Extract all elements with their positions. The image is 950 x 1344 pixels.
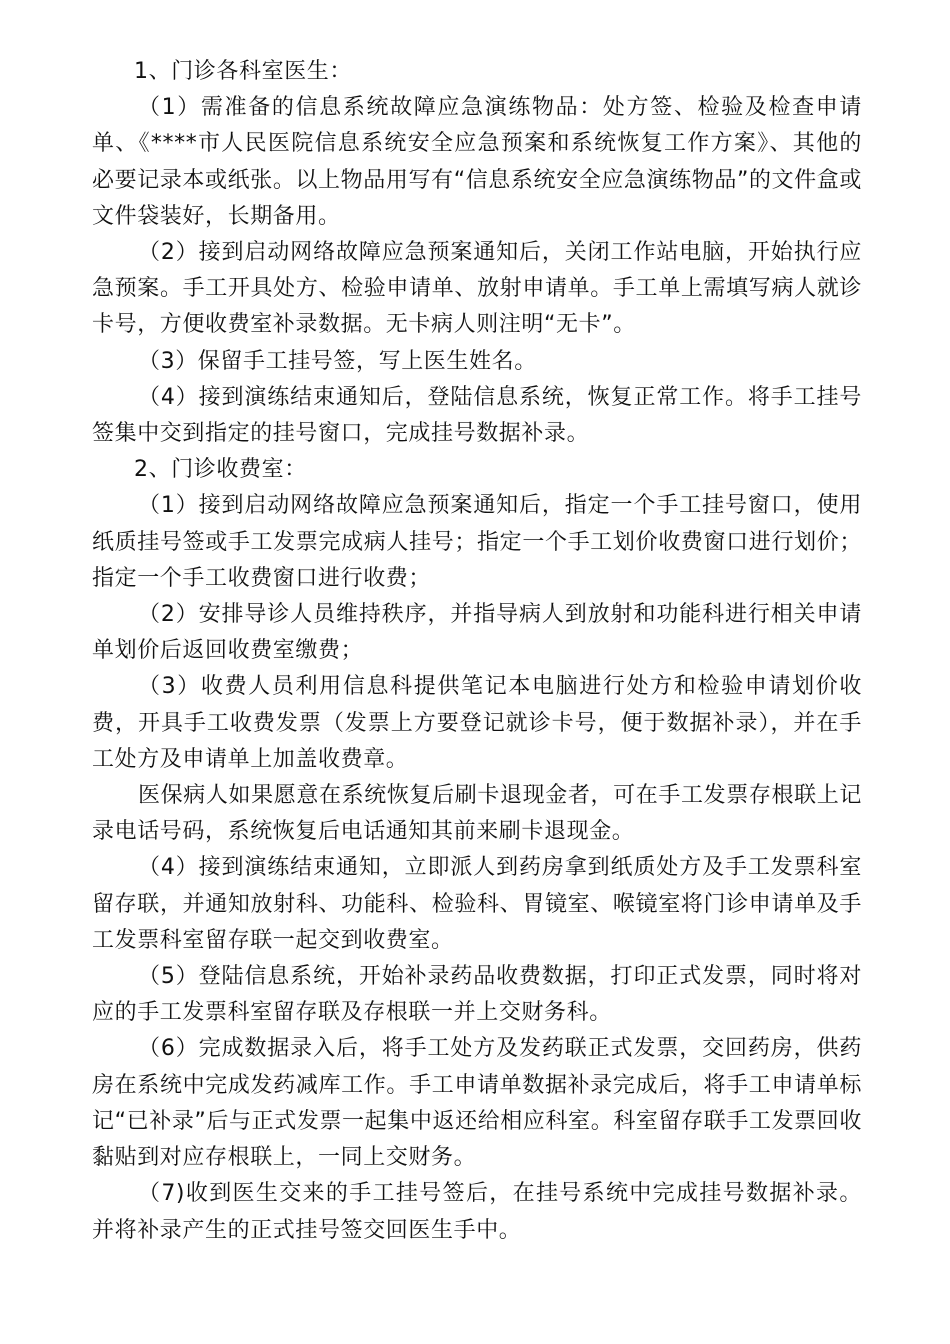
- paragraph: （6）完成数据录入后，将手工处方及发药联正式发票，交回药房，供药房在系统中完成发药减库工作。手工申请单数据补录完成后，将手工申请单标记“已补录”后与正式发票一起集中返还给相应科室。科室留存联手工发票回收黏贴到对应存根联上，一同上交财务。: [92, 1036, 862, 1171]
- section-heading-outpatient-billing: 2、门诊收费室：: [134, 457, 307, 483]
- document-body: [92, 54, 862, 1249]
- paragraph: （3）收费人员利用信息科提供笔记本电脑进行处方和检验申请划价收费，开具手工收费发票（发票上方要登记就诊卡号，便于数据补录），并在手工处方及申请单上加盖收费章。: [92, 674, 862, 772]
- paragraph: （7)收到医生交来的手工挂号签后，在挂号系统中完成挂号数据补录。并将补录产生的正式挂号签交回医生手中。: [92, 1181, 862, 1243]
- paragraph: （4）接到演练结束通知，立即派人到药房拿到纸质处方及手工发票科室留存联，并通知放射科、功能科、检验科、胃镜室、喉镜室将门诊申请单及手工发票科室留存联一起交到收费室。: [92, 855, 862, 953]
- paragraph: （1）接到启动网络故障应急预案通知后，指定一个手工挂号窗口，使用纸质挂号签或手工发票完成病人挂号；指定一个手工划价收费窗口进行划价；指定一个手工收费窗口进行收费；: [92, 493, 862, 591]
- paragraph: （5）登陆信息系统，开始补录药品收费数据，打印正式发票，同时将对应的手工发票科室留存联及存根联一并上交财务科。: [92, 964, 862, 1026]
- paragraph: （4）接到演练结束通知后，登陆信息系统，恢复正常工作。将手工挂号签集中交到指定的挂号窗口，完成挂号数据补录。: [92, 384, 862, 447]
- paragraph: （2）接到启动网络故障应急预案通知后，关闭工作站电脑，开始执行应急预案。手工开具处方、检验申请单、放射申请单。手工单上需填写病人就诊卡号，方便收费室补录数据。无卡病人则注明“无卡”。: [92, 240, 862, 338]
- paragraph: 医保病人如果愿意在系统恢复后刷卡退现金者，可在手工发票存根联上记录电话号码，系统恢复后电话通知其前来刷卡退现金。: [92, 783, 862, 845]
- section-heading-outpatient-doctors: 1、门诊各科室医生：: [134, 59, 352, 84]
- paragraph: （1）需准备的信息系统故障应急演练物品：处方签、检验及检查申请单、《****市人民医院信息系统安全应急预案和系统恢复工作方案》、其他的必要记录本或纸张。以上物品用写有“信息系统安全应急演练物品”的文件盒或文件袋装好，长期备用。: [92, 95, 862, 229]
- paragraph: （3）保留手工挂号签，写上医生姓名。: [138, 348, 537, 374]
- paragraph: （2）安排导诊人员维持秩序，并指导病人到放射和功能科进行相关申请单划价后返回收费室缴费；: [92, 602, 862, 664]
